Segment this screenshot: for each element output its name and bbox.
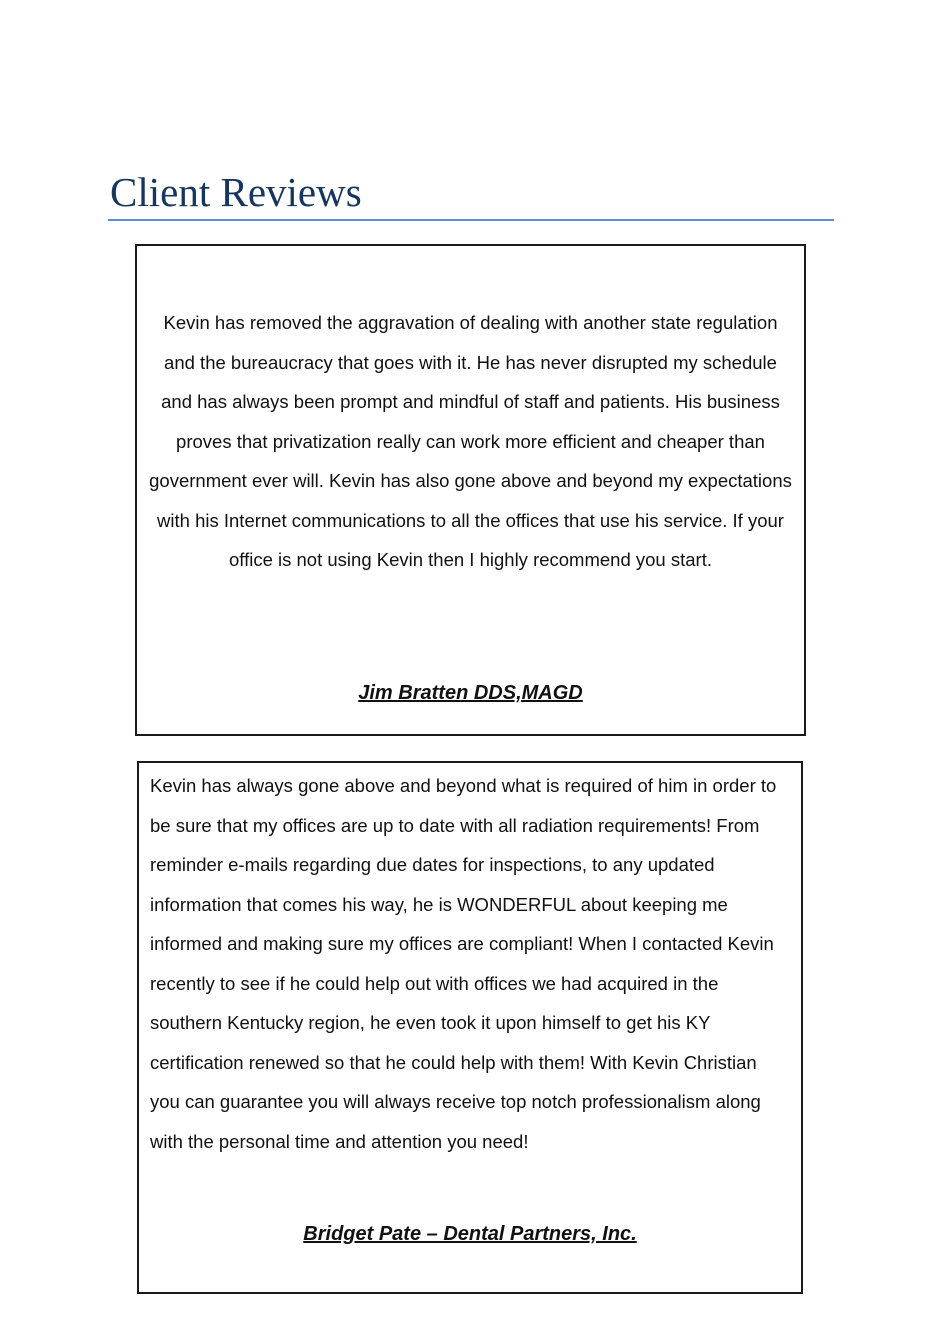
title-divider [108, 219, 834, 221]
review-card [137, 761, 803, 1294]
reviewer-name: Jim Bratten DDS,MAGD [358, 682, 583, 704]
review-card [135, 244, 806, 736]
page-title: Client Reviews [110, 169, 362, 215]
reviewer-name: Bridget Pate – Dental Partners, Inc. [303, 1223, 637, 1245]
review-text: Kevin has removed the aggravation of dealing with another state regulation and the bureaucracy that goes with it. He has never disrupted my schedule and has always been prompt and mindful of staff and patients. His business proves that privatization really can work more efficient and cheaper than government ever will. Kevin has also gone above and beyond my expectations with his Internet communications to all the offices that use his service. If your office is not using Kevin then I highly recommend you start. [149, 312, 792, 570]
review-text: Kevin has always gone above and beyond what is required of him in order to be sure that my offices are up to date with all radiation requirements! From reminder e-mails regarding due dates for inspections, to any updated information that comes his way, he is WONDERFUL about keeping me informed and making sure my offices are compliant! When I contacted Kevin recently to see if he could help out with offices we had acquired in the southern Kentucky region, he even took it upon himself to get his KY certification renewed so that he could help with them! With Kevin Christian you can guarantee you will always receive top notch professionalism along with the personal time and attention you need! [150, 775, 777, 1152]
